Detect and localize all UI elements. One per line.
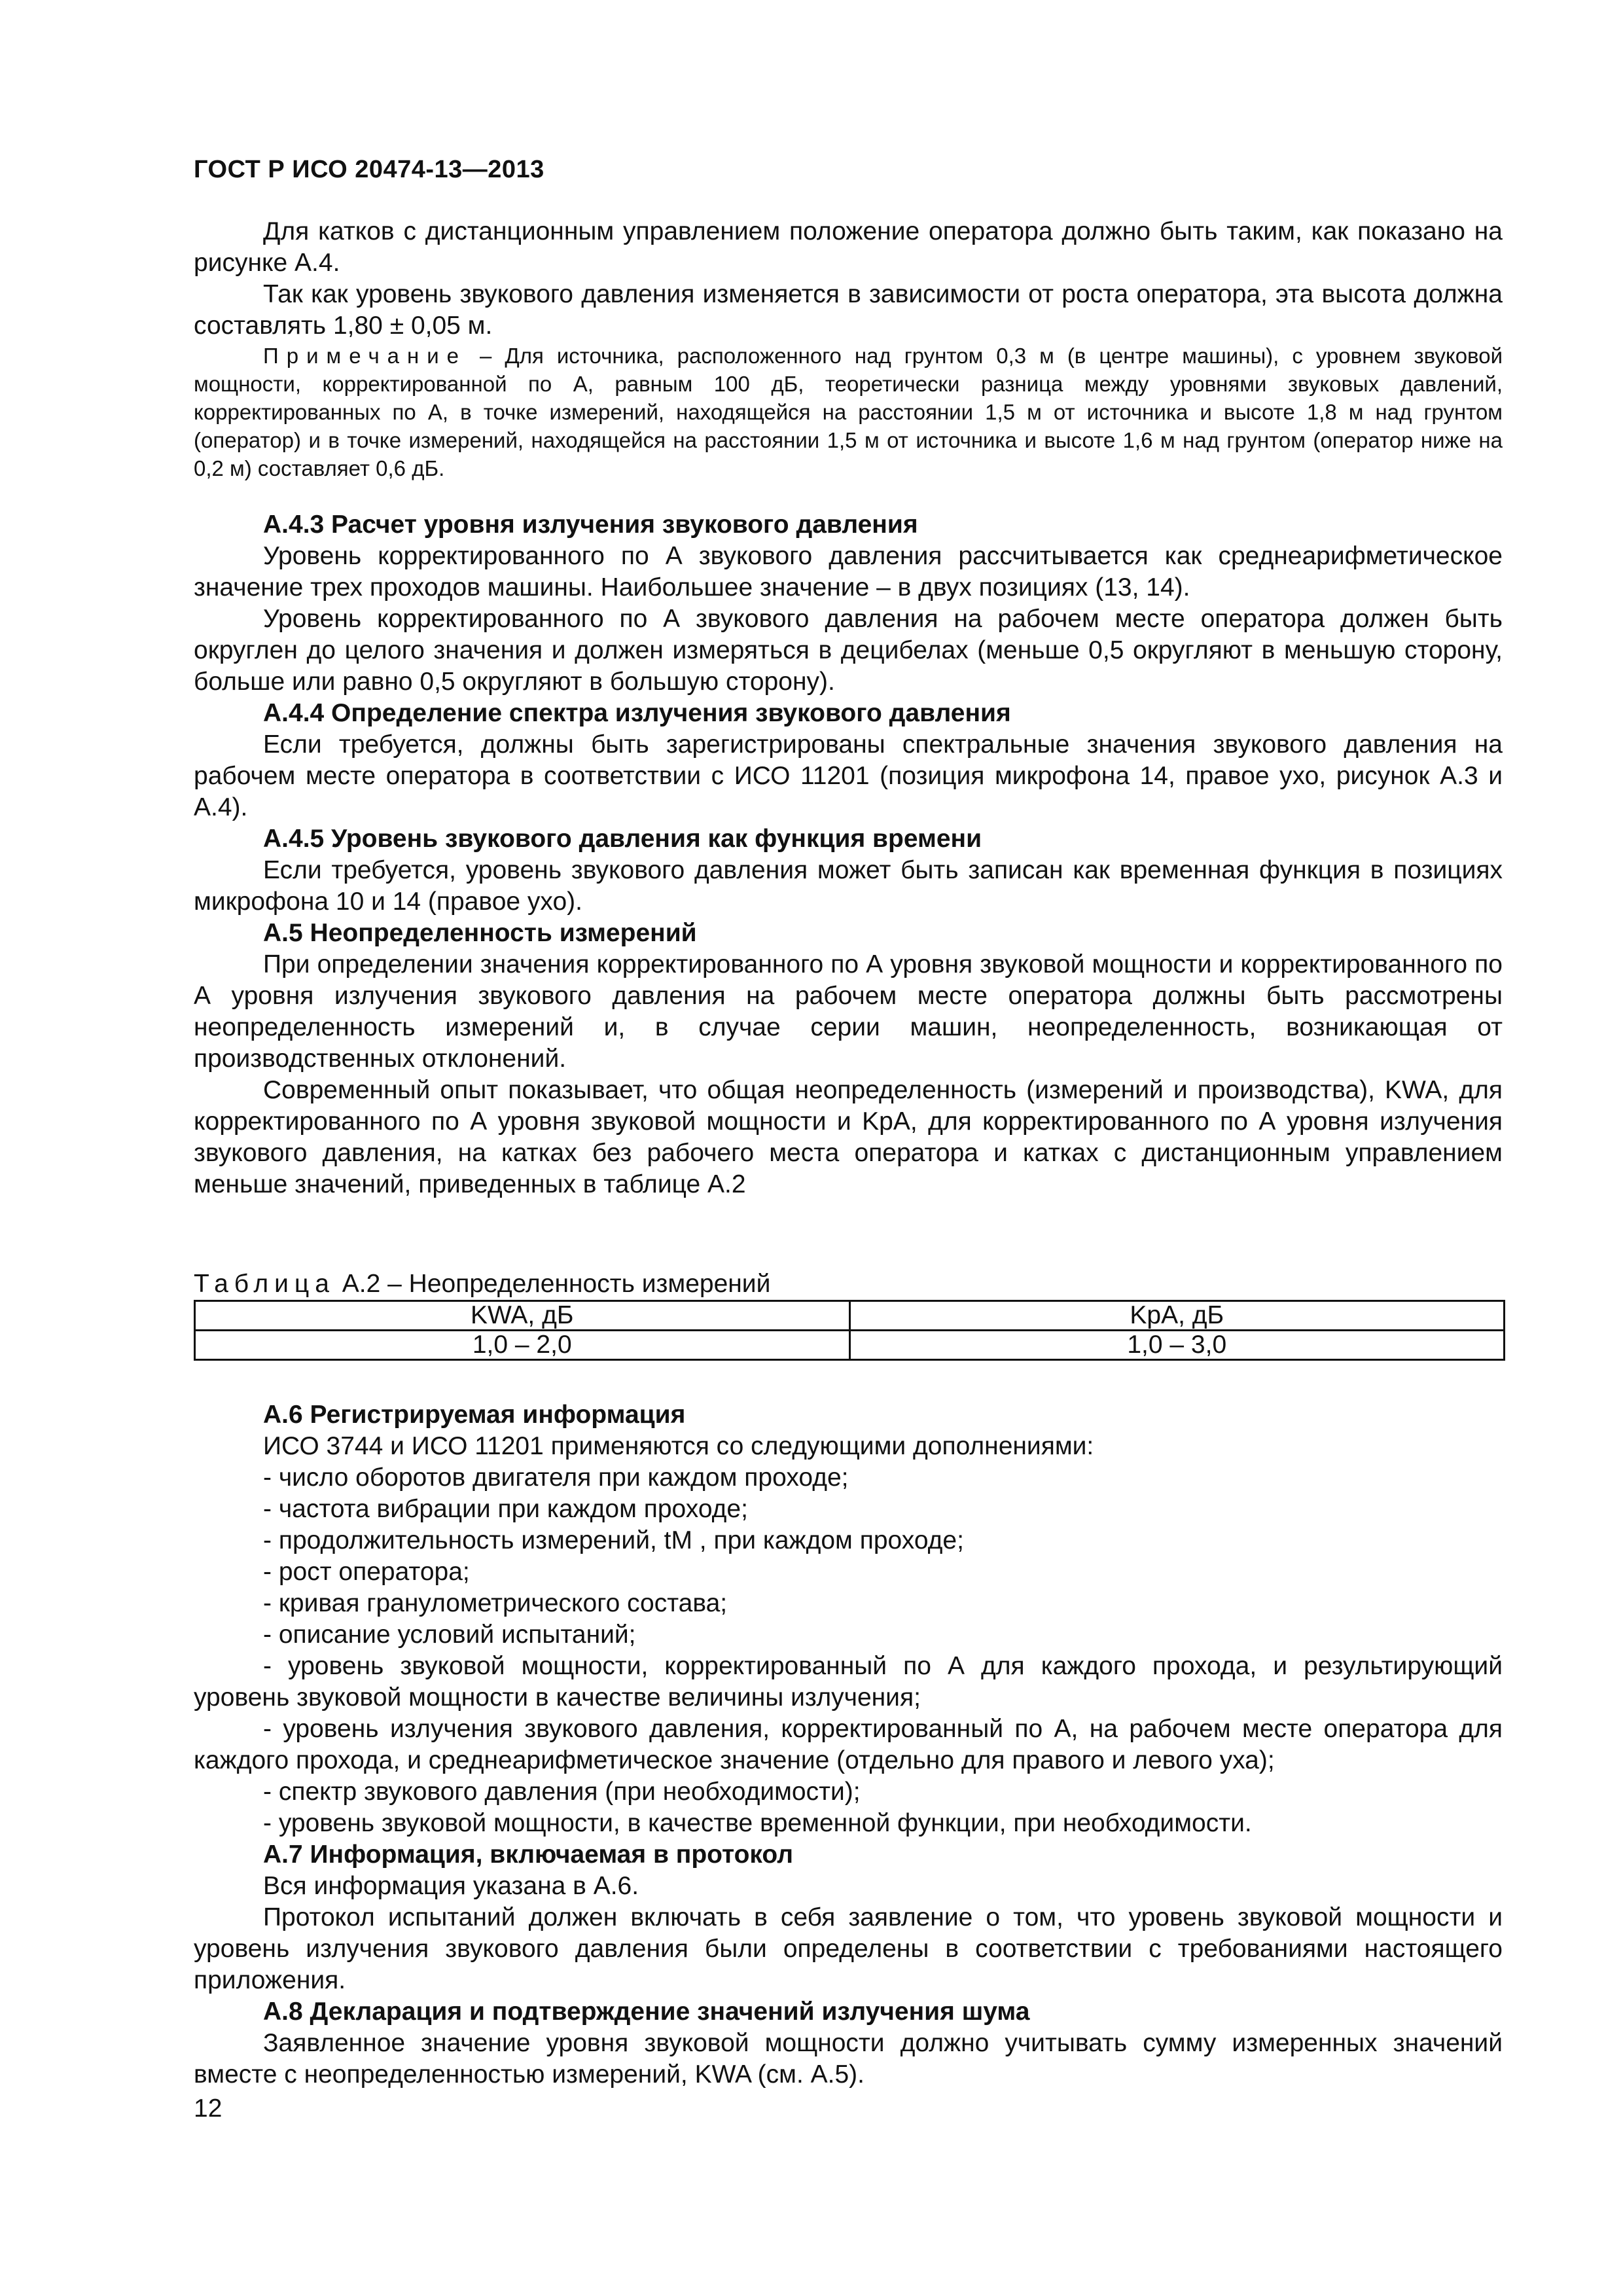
section-heading: А.7 Информация, включаемая в протокол [263, 1840, 794, 1869]
intro-section [194, 216, 1503, 482]
section-heading: А.6 Регистрируемая информация [263, 1401, 686, 1429]
list-item: - уровень звуковой мощности, в качестве временной функции, при необходимости. [263, 1809, 1252, 1837]
section-heading: А.5 Неопределенность измерений [263, 919, 697, 947]
document-header: ГОСТ Р ИСО 20474-13—2013 [194, 156, 544, 183]
table-caption-label: Таблица [194, 1270, 335, 1298]
list-item: - спектр звукового давления (при необходимости); [263, 1778, 861, 1806]
list-item: - уровень излучения звукового давления, корректированный по А, на рабочем месте оператора для каждого прохода, и среднеарифметическое значение (отдельно для правого и левого уха); [194, 1715, 1503, 1774]
section-heading: А.4.5 Уровень звукового давления как функция времени [263, 825, 982, 853]
table-caption-text: А.2 – Неопределенность измерений [334, 1270, 771, 1298]
section-heading: А.4.4 Определение спектра излучения звукового давления [263, 699, 1011, 727]
section-paragraph: Уровень корректированного по А звукового давления рассчитывается как среднеарифметическое значение трех проходов машины. Наибольшее значение – в двух позициях (13, 14). [194, 542, 1503, 601]
section-paragraph: ИСО 3744 и ИСО 11201 применяются со следующими дополнениями: [263, 1432, 1094, 1460]
list-item: - рост оператора; [263, 1558, 470, 1586]
intro-paragraph-1: Для катков с дистанционным управлением положение оператора должно быть таким, как показано на рисунке А.4. [194, 217, 1503, 277]
section-paragraph: Уровень корректированного по А звукового давления на рабочем месте оператора должен быть округлен до целого значения и должен измеряться в децибелах (меньше 0,5 округляют в меньшую сторону, больше или равно 0,5 округляют в большую сторону). [194, 605, 1503, 696]
table-a2 [194, 1268, 1503, 1361]
section-paragraph: Если требуется, должны быть зарегистрированы спектральные значения звукового давления на рабочем месте оператора в соответствии с ИСО 11201 (позиция микрофона 14, правое ухо, рисунок А.3 и А.4). [194, 730, 1503, 821]
intro-paragraph-2: Так как уровень звукового давления изменяется в зависимости от роста оператора, эта высота должна составлять 1,80 ± 0,05 м. [194, 280, 1503, 340]
table-header-cell: KpA, дБ [849, 1301, 1505, 1331]
list-item: - уровень звуковой мощности, корректированный по А для каждого прохода, и результирующий уровень звуковой мощности в качестве величины излучения; [194, 1652, 1503, 1712]
section-paragraph: Если требуется, уровень звукового давления может быть записан как временная функция в позициях микрофона 10 и 14 (правое ухо). [194, 856, 1503, 916]
table-cell: 1,0 – 3,0 [849, 1331, 1505, 1360]
note-text: – Для источника, расположенного над грунтом 0,3 м (в центре машины), с уровнем звуковой мощности, корректированной по А, равным 100 дБ, теоретически разница между уровнями звуковых давлений, корректированных по А, в точке измерений, находящейся на расстоянии 1,5 м от источника и высоте 1,8 м над грунтом (оператор) и в точке измерений, находящейся на расстоянии 1,5 м от источника и высоте 1,6 м над грунтом (оператор ниже на 0,2 м) составляет 0,6 дБ. [194, 344, 1503, 480]
page-number: 12 [194, 2094, 223, 2123]
table-row [195, 1331, 1505, 1360]
table-header-cell: KWA, дБ [195, 1301, 850, 1331]
note [194, 342, 1503, 482]
list-item: - продолжительность измерений, tM , при каждом проходе; [263, 1526, 964, 1554]
note-label: Примечание [263, 344, 467, 368]
section-paragraph: Современный опыт показывает, что общая неопределенность (измерений и производства), KWA, для корректированного по А уровня звуковой мощности и KpA, для корректированного по А уровня излучения звукового давления, на катках без рабочего места оператора и катках с дистанционным управлением меньше значений, приведенных в таблице А.2 [194, 1076, 1503, 1198]
section-heading: А.8 Декларация и подтверждение значений излучения шума [263, 1998, 1030, 2026]
table-header-row [195, 1301, 1505, 1331]
section-paragraph: При определении значения корректированного по А уровня звуковой мощности и корректированного по А уровня излучения звукового давления на рабочем месте оператора должны быть рассмотрены неопределенность измерений и, в случае серии машин, неопределенность, возникающая от производственных отклонений. [194, 950, 1503, 1073]
list-item: - кривая гранулометрического состава; [263, 1589, 728, 1617]
section-a43 [194, 509, 1503, 1200]
uncertainty-table [194, 1300, 1505, 1361]
list-item: - число оборотов двигателя при каждом проходе; [263, 1463, 849, 1492]
section-paragraph: Заявленное значение уровня звуковой мощности должно учитывать сумму измеренных значений вместе с неопределенностью измерений, KWA (см. А.5). [194, 2029, 1503, 2089]
section-paragraph: Протокол испытаний должен включать в себя заявление о том, что уровень звуковой мощности и уровень излучения звукового давления были определены в соответствии с требованиями настоящего приложения. [194, 1903, 1503, 1994]
section-a6 [194, 1399, 1503, 2090]
section-paragraph: Вся информация указана в А.6. [263, 1872, 639, 1900]
table-caption [194, 1268, 1503, 1300]
table-cell: 1,0 – 2,0 [195, 1331, 850, 1360]
section-heading: А.4.3 Расчет уровня излучения звукового давления [263, 511, 918, 539]
list-item: - описание условий испытаний; [263, 1621, 636, 1649]
list-item: - частота вибрации при каждом проходе; [263, 1495, 748, 1523]
